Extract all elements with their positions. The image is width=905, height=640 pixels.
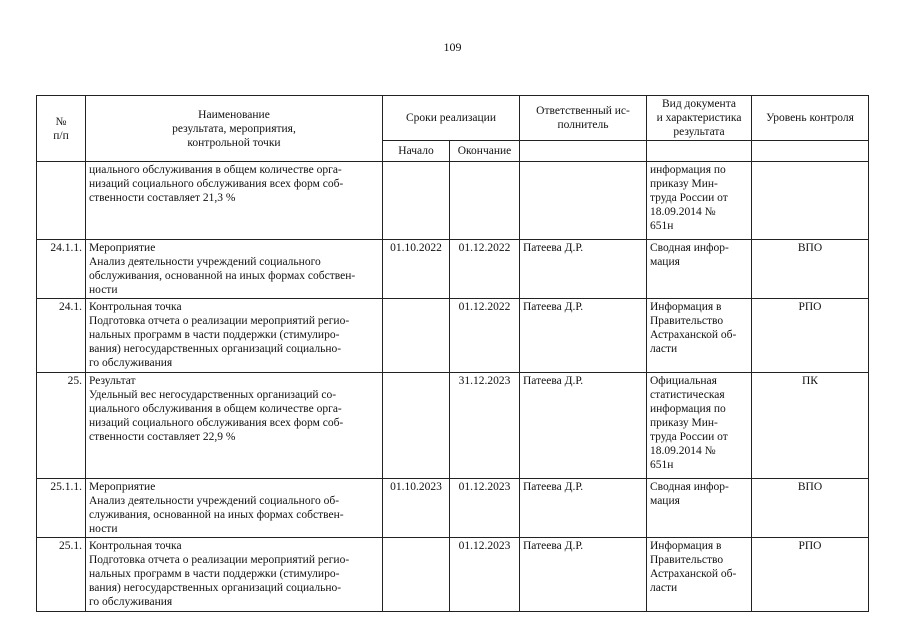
row-end-date bbox=[450, 373, 520, 479]
row-end-date-text: 01.12.2022 bbox=[458, 242, 511, 254]
row-control-level-text: ВПО bbox=[797, 481, 823, 493]
row-document-line: Астраханской об- bbox=[650, 568, 737, 580]
row-name-line: нальных программ в части поддержки (стимулиро- bbox=[89, 329, 340, 341]
row-number-text: 24.1. bbox=[59, 301, 82, 313]
row-control-level bbox=[752, 479, 869, 538]
table-body bbox=[37, 162, 869, 612]
row-name bbox=[86, 479, 383, 538]
row-responsible-text: Патеева Д.Р. bbox=[523, 481, 584, 493]
table-row bbox=[37, 538, 869, 612]
header-doc-line: Вид документа bbox=[662, 98, 736, 110]
row-control-level bbox=[752, 240, 869, 299]
row-number-text: 25. bbox=[67, 375, 82, 387]
row-control-level-text: ВПО bbox=[797, 242, 823, 254]
row-document-line: Сводная инфор- bbox=[650, 242, 729, 254]
row-document-line: Астраханской об- bbox=[650, 329, 737, 341]
header-end: Окончание bbox=[450, 141, 520, 162]
row-document-line: 651н bbox=[650, 220, 674, 232]
row-name-line: низаций социального обслуживания всех форм соб- bbox=[89, 178, 344, 190]
header-name-line: результата, мероприятия, bbox=[172, 122, 296, 135]
row-start-date bbox=[383, 162, 450, 240]
row-document-line: мация bbox=[650, 495, 680, 507]
row-name-line: го обслуживания bbox=[89, 357, 173, 369]
row-control-level-text: ПК bbox=[802, 375, 818, 387]
header-num-line1: № bbox=[55, 115, 67, 128]
row-name bbox=[86, 538, 383, 612]
row-document bbox=[647, 162, 752, 240]
row-number bbox=[37, 479, 86, 538]
row-number bbox=[37, 538, 86, 612]
row-control-level-text: РПО bbox=[798, 301, 822, 313]
row-name-line: Подготовка отчета о реализации мероприятий регио- bbox=[89, 554, 350, 566]
row-control-level bbox=[752, 162, 869, 240]
row-end-date bbox=[450, 479, 520, 538]
header-doc-line: и характеристика bbox=[656, 112, 742, 124]
row-document-line: ласти bbox=[650, 343, 678, 355]
header-level: Уровень контроля bbox=[752, 96, 869, 141]
header-responsible-empty bbox=[520, 141, 647, 162]
row-document-line: мация bbox=[650, 256, 680, 268]
header-level-empty bbox=[752, 141, 869, 162]
row-document bbox=[647, 299, 752, 373]
row-end-date bbox=[450, 538, 520, 612]
row-document bbox=[647, 538, 752, 612]
row-responsible bbox=[520, 299, 647, 373]
row-document-line: Информация в bbox=[650, 301, 722, 313]
header-name-line: Наименование bbox=[198, 108, 270, 121]
row-end-date bbox=[450, 240, 520, 299]
row-name-line: ности bbox=[89, 284, 118, 296]
row-end-date bbox=[450, 299, 520, 373]
row-responsible-text: Патеева Д.Р. bbox=[523, 301, 584, 313]
row-end-date-text: 01.12.2022 bbox=[458, 301, 511, 313]
row-responsible-text: Патеева Д.Р. bbox=[523, 540, 584, 552]
row-number-text: 25.1.1. bbox=[50, 481, 82, 493]
row-responsible-text: Патеева Д.Р. bbox=[523, 242, 584, 254]
row-name-line: циального обслуживания в общем количестве орга- bbox=[89, 403, 342, 415]
row-document-line: Правительство bbox=[650, 315, 724, 327]
row-name-line: вания) негосударственных организаций социально- bbox=[89, 343, 342, 355]
row-document-line: информация по bbox=[650, 403, 726, 415]
page-number: 109 bbox=[443, 40, 462, 54]
row-name-line: ности bbox=[89, 523, 118, 535]
row-name-line: Удельный вес негосударственных организаций со- bbox=[89, 389, 337, 401]
row-start-date bbox=[383, 299, 450, 373]
header-doc-line: результата bbox=[673, 126, 725, 138]
row-responsible-text: Патеева Д.Р. bbox=[523, 375, 584, 387]
row-name-line: Контрольная точка bbox=[89, 540, 182, 552]
row-responsible bbox=[520, 479, 647, 538]
row-name-line: Контрольная точка bbox=[89, 301, 182, 313]
row-document-line: Официальная bbox=[650, 375, 717, 387]
row-number bbox=[37, 162, 86, 240]
row-document-line: 18.09.2014 № bbox=[650, 445, 716, 457]
header-doc bbox=[647, 96, 752, 141]
row-number bbox=[37, 299, 86, 373]
row-document-line: Сводная инфор- bbox=[650, 481, 729, 493]
row-document-line: статистическая bbox=[650, 389, 725, 401]
row-document bbox=[647, 479, 752, 538]
row-control-level-text: РПО bbox=[798, 540, 822, 552]
row-start-date bbox=[383, 240, 450, 299]
row-document-line: Информация в bbox=[650, 540, 722, 552]
row-end-date-text: 01.12.2023 bbox=[458, 481, 511, 493]
row-name-line: Подготовка отчета о реализации мероприятий регио- bbox=[89, 315, 350, 327]
row-start-date-text: 01.10.2023 bbox=[390, 481, 442, 493]
row-name-line: вания) негосударственных организаций социально- bbox=[89, 582, 342, 594]
row-name-line: го обслуживания bbox=[89, 596, 173, 608]
row-document-line: информация по bbox=[650, 164, 726, 176]
row-start-date bbox=[383, 373, 450, 479]
header-responsible-line: полнитель bbox=[557, 119, 609, 131]
row-name-line: Анализ деятельности учреждений социального bbox=[89, 256, 321, 268]
row-name-line: обслуживания, основанной на иных формах собствен- bbox=[89, 270, 356, 282]
row-document-line: 651н bbox=[650, 459, 674, 471]
row-document-line: ласти bbox=[650, 582, 678, 594]
row-start-date bbox=[383, 538, 450, 612]
row-name-line: Мероприятие bbox=[89, 481, 156, 493]
row-document-line: Правительство bbox=[650, 554, 724, 566]
row-control-level bbox=[752, 538, 869, 612]
header-responsible-line: Ответственный ис- bbox=[536, 105, 630, 117]
table-row bbox=[37, 240, 869, 299]
row-responsible bbox=[520, 162, 647, 240]
row-document-line: труда России от bbox=[650, 192, 728, 204]
row-name-line: низаций социального обслуживания всех форм соб- bbox=[89, 417, 344, 429]
row-number-text: 25.1. bbox=[59, 540, 82, 552]
row-number bbox=[37, 240, 86, 299]
plan-table bbox=[36, 95, 869, 612]
row-start-date-text: 01.10.2022 bbox=[390, 242, 442, 254]
row-number-text: 24.1.1. bbox=[50, 242, 82, 254]
row-document-line: приказу Мин- bbox=[650, 417, 718, 429]
row-control-level bbox=[752, 299, 869, 373]
row-name-line: Мероприятие bbox=[89, 242, 156, 254]
row-end-date-text: 31.12.2023 bbox=[458, 375, 511, 387]
row-responsible bbox=[520, 240, 647, 299]
row-responsible bbox=[520, 538, 647, 612]
table-row bbox=[37, 479, 869, 538]
header-num-line2: п/п bbox=[53, 129, 69, 142]
row-name-line: нальных программ в части поддержки (стимулиро- bbox=[89, 568, 340, 580]
row-name bbox=[86, 162, 383, 240]
row-name-line: циального обслуживания в общем количестве орга- bbox=[89, 164, 342, 176]
header-doc-empty bbox=[647, 141, 752, 162]
table-row bbox=[37, 299, 869, 373]
row-name-line: Анализ деятельности учреждений социального об- bbox=[89, 495, 340, 507]
row-responsible bbox=[520, 373, 647, 479]
row-start-date bbox=[383, 479, 450, 538]
row-control-level bbox=[752, 373, 869, 479]
row-end-date-text: 01.12.2023 bbox=[458, 540, 511, 552]
row-name-line: ственности составляет 22,9 % bbox=[89, 431, 236, 443]
header-responsible bbox=[520, 96, 647, 141]
row-document-line: труда России от bbox=[650, 431, 728, 443]
row-document bbox=[647, 240, 752, 299]
row-name bbox=[86, 299, 383, 373]
table-row bbox=[37, 162, 869, 240]
row-end-date bbox=[450, 162, 520, 240]
table-row bbox=[37, 373, 869, 479]
row-name-line: ственности составляет 21,3 % bbox=[89, 192, 236, 204]
row-name bbox=[86, 240, 383, 299]
row-name-line: служивания, основанной на иных формах собствен- bbox=[89, 509, 344, 521]
row-document-line: приказу Мин- bbox=[650, 178, 718, 190]
row-document-line: 18.09.2014 № bbox=[650, 206, 716, 218]
row-name bbox=[86, 373, 383, 479]
row-document bbox=[647, 373, 752, 479]
header-terms: Сроки реализации bbox=[383, 96, 520, 141]
row-number bbox=[37, 373, 86, 479]
header-name bbox=[86, 96, 383, 162]
header-num bbox=[37, 96, 86, 162]
row-name-line: Результат bbox=[89, 375, 136, 387]
header-name-line: контрольной точки bbox=[187, 136, 281, 149]
header-start: Начало bbox=[383, 141, 450, 162]
